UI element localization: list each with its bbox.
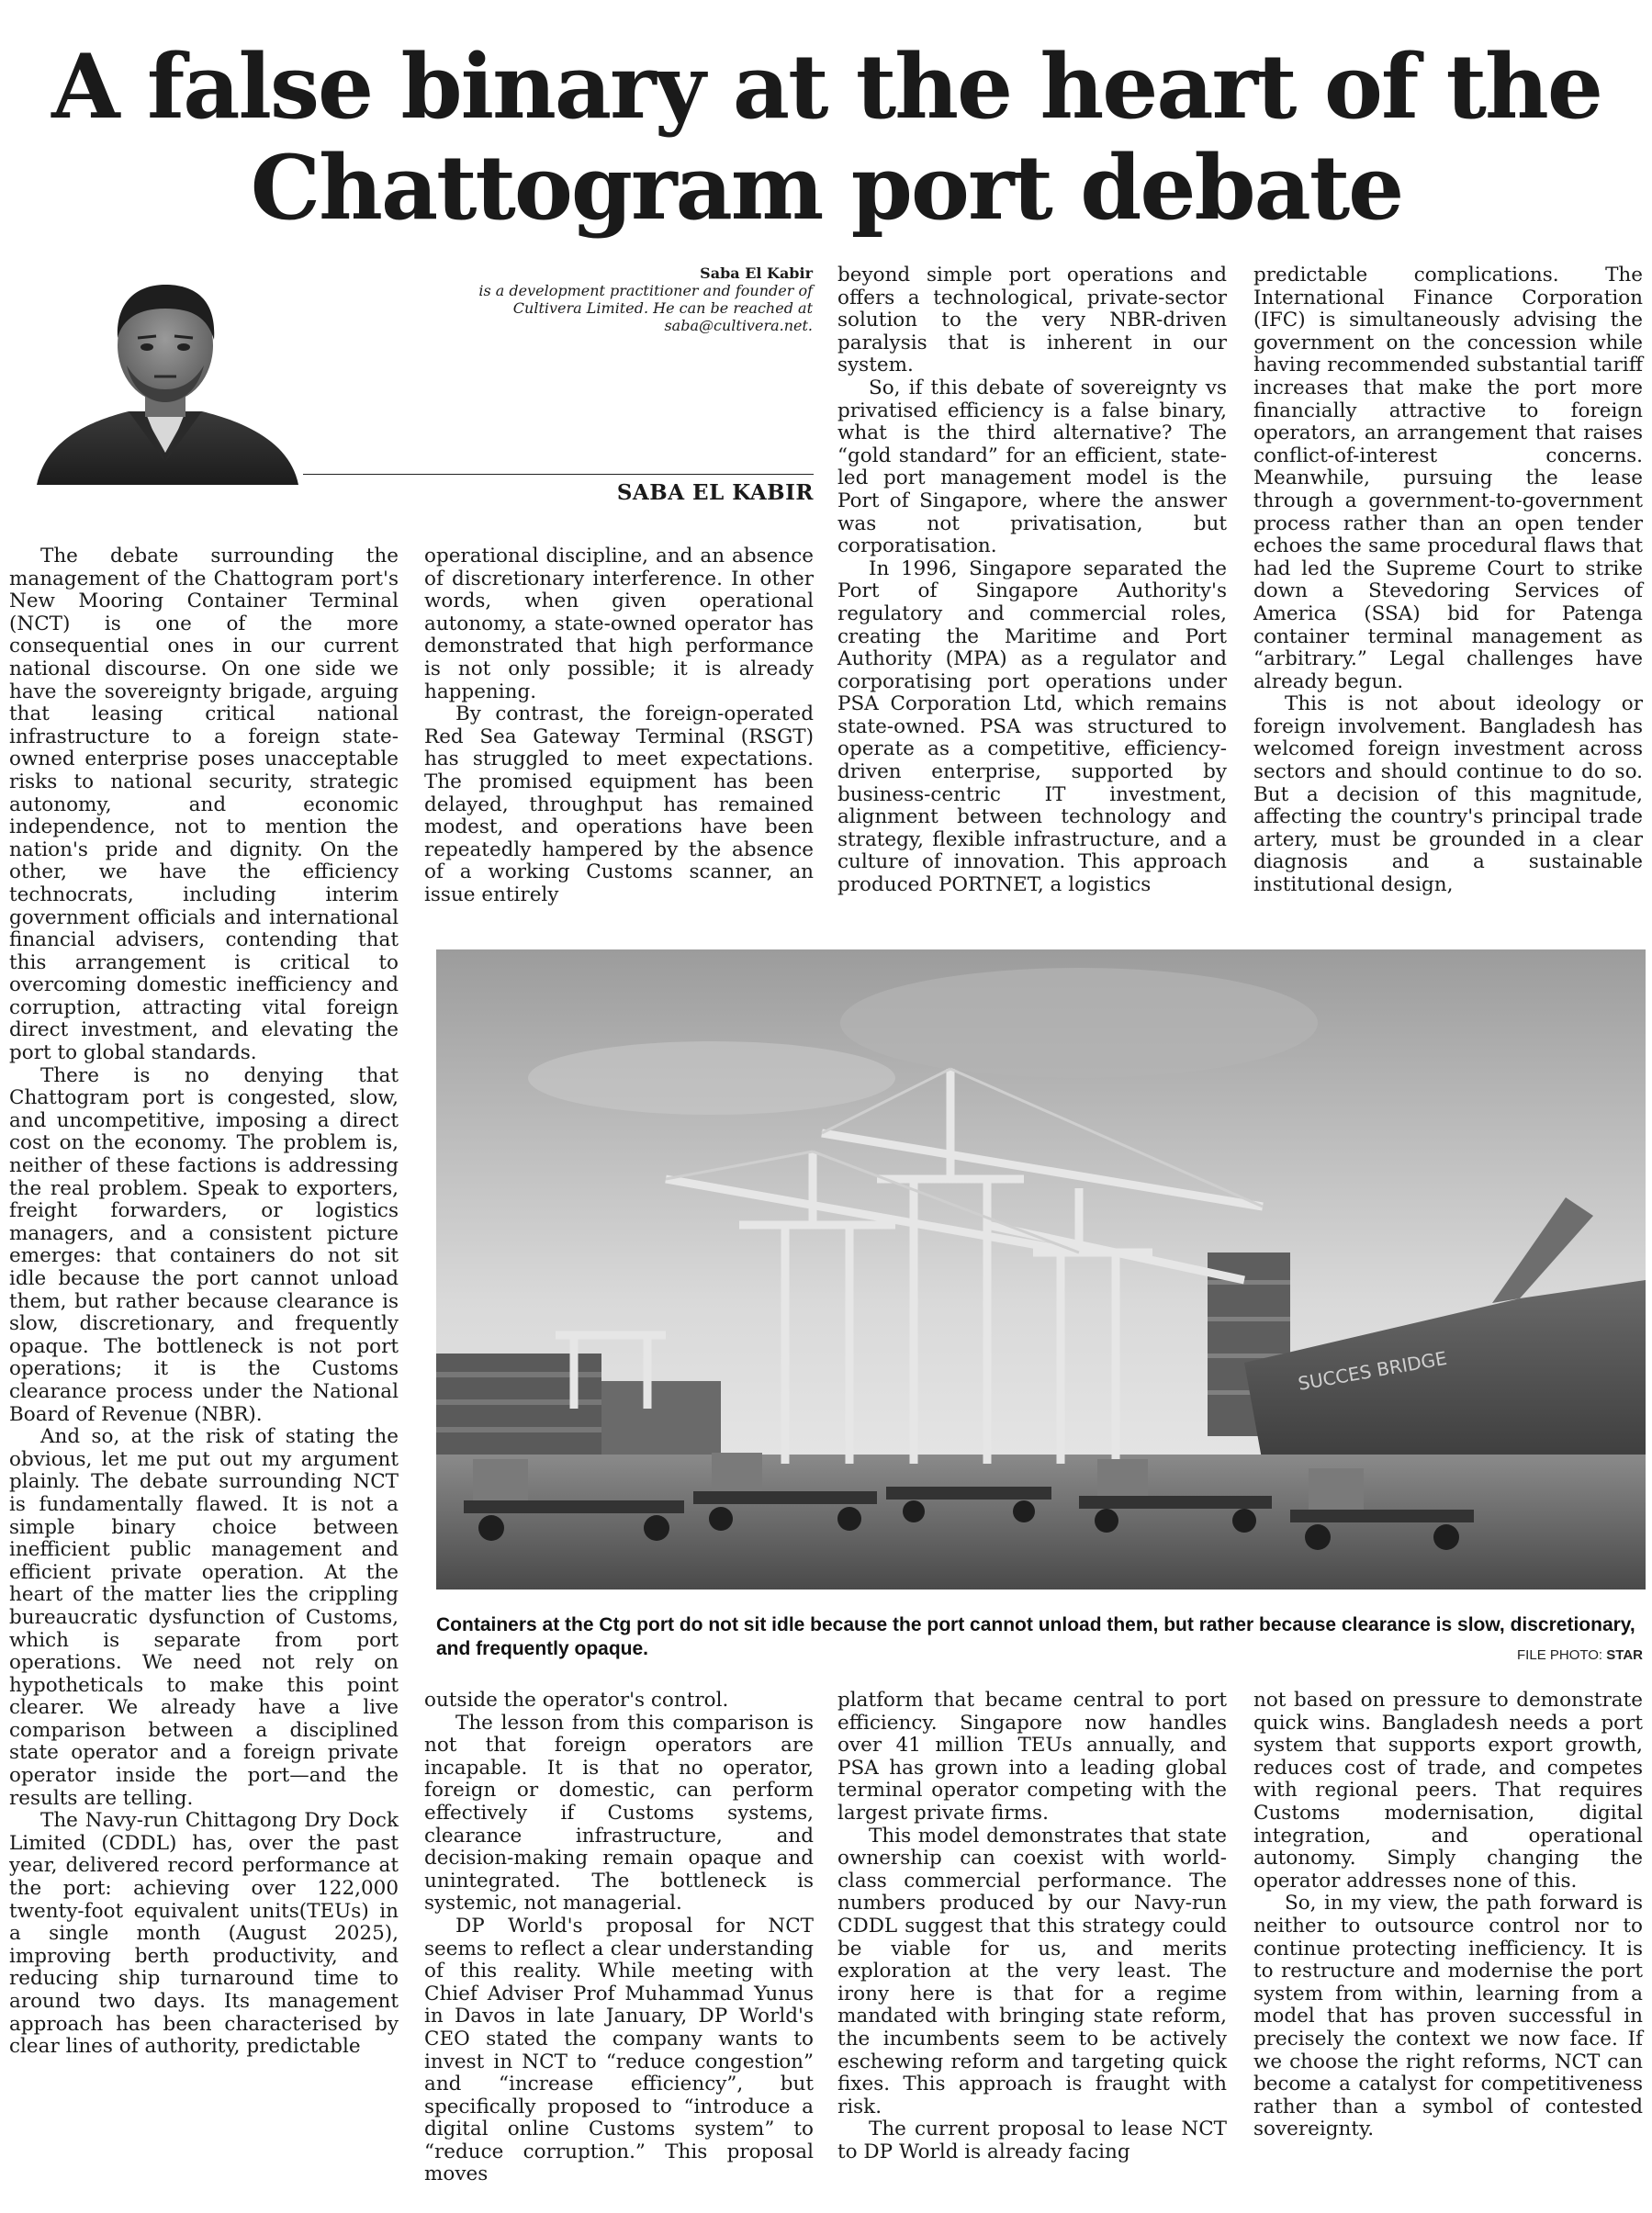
ship-name: SUCCES BRIDGE <box>1296 1346 1449 1395</box>
paragraph: beyond simple port operations and offers a technological, private-sector solution to the very NBR-driven paralysis that is inherent in our system. <box>837 264 1227 377</box>
paragraph: There is no denying that Chattogram port is congested, slow, and uncompetitive, imposing a direct cost on the economy. The problem is, neither of these factions is addressing the real problem. Speak to exporters, freight forwarders, or logistics managers, and a consistent picture emerges: that containers do not sit idle because the port cannot unload them, but rather because clearance is slow, discretionary, and frequently opaque. The bottleneck is not port operations; it is the Customs clearance process under the National Board of Revenue (NBR). <box>9 1063 399 1426</box>
paragraph: The current proposal to lease NCT to DP World is already facing <box>837 2118 1227 2163</box>
paragraph: So, in my view, the path forward is neither to outsource control nor to continue protecting inefficiency. It is to restructure and modernise the port system from within, learning from a model that has proven successful in precisely the context we now face. If we choose the right reforms, NCT can become a catalyst for competitiveness rather than a symbol of contested sovereignty. <box>1253 1892 1643 2141</box>
paragraph: The Navy-run Chittagong Dry Dock Limited (CDDL) has, over the past year, delivered record performance at the port: achieving over 122,000 twenty-foot equivalent units(TEUs) in a single month (August 2025), improving berth productivity, and reducing ship turnaround time to around two days. Its management approach has been characterised by clear lines of authority, predictable <box>9 1809 399 2059</box>
author-name: Saba El Kabir <box>700 264 813 282</box>
column-3-top <box>837 264 1227 897</box>
author-divider <box>303 474 814 475</box>
paragraph: The lesson from this comparison is not that foreign operators are incapable. It is that no operator, foreign or domestic, can perform effectively if Customs systems, clearance infrastructure, and decision-making remain opaque and unintegrated. The bottleneck is systemic, not managerial. <box>424 1711 814 1915</box>
column-4-top <box>1253 264 1643 897</box>
photo-credit <box>1517 1647 1643 1663</box>
port-photo <box>436 949 1646 1590</box>
paragraph: DP World's proposal for NCT seems to reflect a clear understanding of this reality. While meeting with Chief Adviser Prof Muhammad Yunus in Davos in late January, DP World's CEO stated the company wants to invest in NCT to “reduce congestion” and “increase efficiency”, but specifically proposed to “introduce a digital online Customs system” to “reduce corruption.” This proposal moves <box>424 1914 814 2186</box>
paragraph: By contrast, the foreign-operated Red Sea Gateway Terminal (RSGT) has struggled to meet expectations. The promised equipment has been delayed, throughput has remained modest, and operations have been repeatedly hampered by the absence of a working Customs scanner, an issue entirely <box>424 702 814 906</box>
paragraph: This model demonstrates that state ownership can coexist with world-class commercial performance. The numbers produced by our Navy-run CDDL suggest that this strategy could be viable for us, and merits exploration at the very least. The irony here is that for a regime mandated with bringing state reform, the incumbents seem to be actively eschewing reform and targeting quick fixes. This approach is fraught with risk. <box>837 1824 1227 2118</box>
column-4-bottom <box>1253 1690 1643 2141</box>
paragraph: operational discipline, and an absence of discretionary interference. In other words, when given operational autonomy, a state-owned operator has demonstrated that high performance is not only possible; it is already happening. <box>424 545 814 703</box>
paragraph: The debate surrounding the management of the Chattogram port's New Mooring Container Terminal (NCT) is one of the more consequential ones in our current national discourse. On one side we have the sovereignty brigade, arguing that leasing critical national infrastructure to a foreign state-owned enterprise poses unacceptable risks to national security, strategic autonomy, and economic independence, not to mention the nation's pride and dignity. On the other, we have the efficiency technocrats, including interim government officials and international financial advisers, contending that this arrangement is critical to overcoming domestic inefficiency and corruption, attracting vital foreign direct investment, and elevating the port to global standards. <box>9 545 399 1065</box>
photo-caption: Containers at the Ctg port do not sit idle because the port cannot unload them, but rather because clearance is slow, discretionary, and frequently opaque. <box>436 1614 1635 1659</box>
paragraph: outside the operator's control. <box>424 1689 729 1712</box>
column-2-bottom <box>424 1690 814 2186</box>
author-bio-text: is a development practitioner and founder of Cultivera Limited. He can be reached at saba@cultivera.net. <box>478 282 813 334</box>
author-bio <box>478 264 813 334</box>
paragraph: not based on pressure to demonstrate quick wins. Bangladesh needs a port system that supports export growth, reduces cost of trade, and competes with regional peers. That requires Customs modernisation, digital integration, and operational autonomy. Simply changing the operator addresses none of this. <box>1253 1689 1643 1893</box>
headline-line-2: Chattogram port debate <box>250 136 1403 240</box>
paragraph: And so, at the risk of stating the obvious, let me put out my argument plainly. The debate surrounding NCT is fundamentally flawed. It is not a simple binary choice between inefficient public management and efficient private operation. At the heart of the matter lies the crippling bureaucratic dysfunction of Customs, which is separate from port operations. We need not rely on hypotheticals to make this point clearer. We already have a live comparison between a disciplined state operator and a foreign private operator inside the port—and the results are telling. <box>9 1425 399 1810</box>
column-2-top <box>424 545 814 907</box>
paragraph: platform that became central to port efficiency. Singapore now handles over 41 million TEUs annually, and PSA has grown into a leading global terminal operator competing with the largest private firms. <box>837 1689 1227 1825</box>
column-3-bottom <box>837 1690 1227 2163</box>
byline: SABA EL KABIR <box>616 480 814 505</box>
headline-line-1: A false binary at the heart of the <box>51 35 1601 139</box>
author-portrait <box>28 264 303 485</box>
paragraph: predictable complications. The International Finance Corporation (IFC) is simultaneously advising the government on the concession while having recommended substantial tariff increases that make the port more financially attractive to foreign operators, an arrangement that raises conflict-of-interest concerns. Meanwhile, pursuing the lease through a government-to-government process rather than an open tender echoes the same procedural flaws that had led the Supreme Court to strike down a Stevedoring Services of America (SSA) bid for Patenga container terminal management as “arbitrary.” Legal challenges have already begun. <box>1253 264 1643 693</box>
paragraph: This is not about ideology or foreign involvement. Bangladesh has welcomed foreign investment across sectors and should continue to do so. But a decision of this magnitude, affecting the country's principal trade artery, must be grounded in a clear diagnosis and a sustainable institutional design, <box>1253 692 1643 897</box>
photo-credit-source: STAR <box>1606 1647 1643 1663</box>
paragraph: In 1996, Singapore separated the Port of Singapore Authority's regulatory and commercial roles, creating the Maritime and Port Authority (MPA) as a regulator and corporatising port operations under PSA Corporation Ltd, which remains state-owned. PSA was structured to operate as a competitive, efficiency-driven enterprise, supported by business-centric IT investment, alignment between technology and strategy, flexible infrastructure, and a culture of innovation. This approach produced PORTNET, a logistics <box>837 556 1227 897</box>
photo-credit-label: FILE PHOTO: <box>1517 1647 1603 1663</box>
paragraph: So, if this debate of sovereignty vs privatised efficiency is a false binary, what is the third alternative? The “gold standard” for an efficient, state-led port management model is the Port of Singapore, where the answer was not privatisation, but corporatisation. <box>837 376 1227 558</box>
headline <box>18 37 1635 239</box>
column-1 <box>9 545 399 2059</box>
